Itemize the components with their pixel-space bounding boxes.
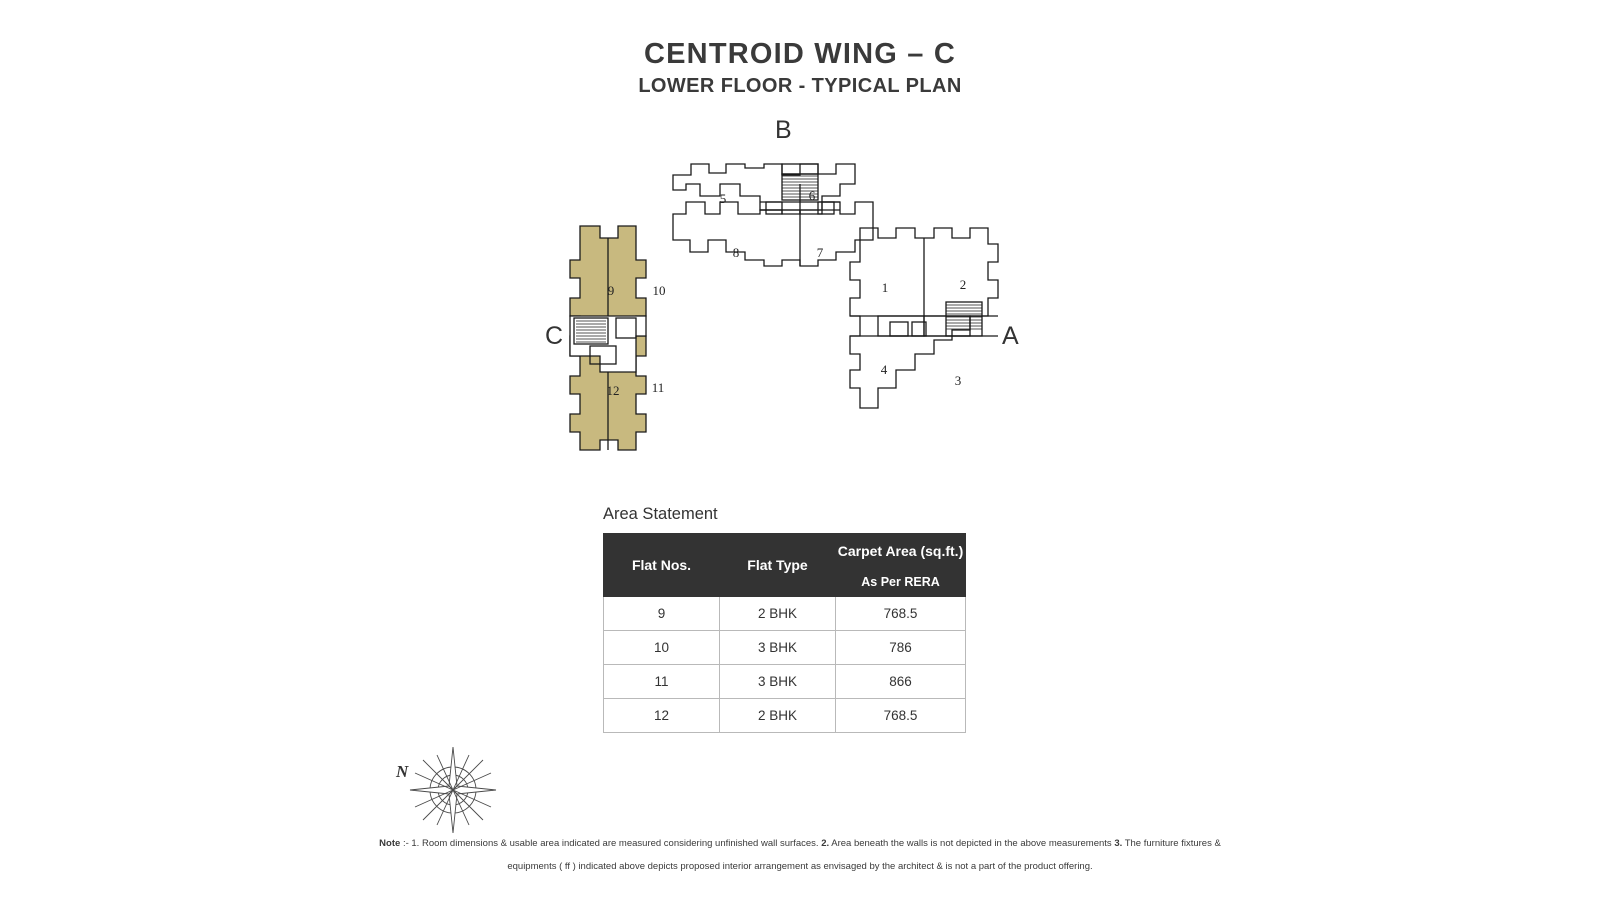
table-header-row	[604, 534, 966, 568]
cell-flat-type: 3 BHK	[720, 665, 836, 699]
wing-a-block	[850, 228, 998, 408]
cell-carpet-area: 768.5	[836, 699, 966, 733]
column-subheader-as-per-rera: As Per RERA	[836, 568, 966, 597]
cell-carpet-area: 768.5	[836, 597, 966, 631]
table-row	[604, 597, 966, 631]
flat-number-8: 8	[732, 245, 740, 260]
flat-number-7: 7	[816, 245, 824, 260]
column-header-flat-nos: Flat Nos.	[604, 534, 720, 597]
page-subtitle: LOWER FLOOR - TYPICAL PLAN	[638, 75, 962, 98]
area-statement-table	[603, 533, 966, 733]
flat-number-4: 4	[880, 362, 888, 377]
cell-flat-no: 10	[604, 631, 720, 665]
note-line1-a: 1. Room dimensions & usable area indicated are measured considering unfinished wall surfaces.	[411, 838, 819, 849]
table-row	[604, 665, 966, 699]
note-line-2: equipments ( ff ) indicated above depicts proposed interior arrangement as envisaged by the architect & is not a part of the product offering.	[507, 860, 1093, 872]
disclaimer-note	[0, 833, 1600, 879]
cell-carpet-area: 866	[836, 665, 966, 699]
note-separator: :-	[402, 838, 409, 849]
page-title: CENTROID WING – C	[643, 38, 956, 70]
wing-c-block	[570, 226, 646, 450]
cell-flat-type: 3 BHK	[720, 631, 836, 665]
note-line1-b: 2.	[821, 838, 830, 849]
flat-number-9: 9	[607, 283, 615, 298]
compass-north-label: N	[396, 762, 409, 781]
flat-number-5: 5	[719, 191, 727, 206]
column-header-carpet-area: Carpet Area (sq.ft.)	[836, 534, 966, 568]
flat-number-10: 10	[652, 283, 666, 298]
note-line1-c: Area beneath the walls is not depicted in the above measurements	[831, 838, 1112, 849]
cell-flat-no: 12	[604, 699, 720, 733]
column-header-flat-type: Flat Type	[720, 534, 836, 597]
note-prefix: Note	[379, 838, 401, 849]
wing-label-c: C	[545, 322, 564, 350]
table-body	[604, 597, 966, 733]
wing-label-a: A	[1002, 322, 1019, 350]
flat-number-2: 2	[959, 277, 967, 292]
note-line1-d: 3.	[1114, 838, 1123, 849]
flat-number-11: 11	[651, 380, 665, 395]
title-block	[0, 38, 1600, 98]
cell-carpet-area: 786	[836, 631, 966, 665]
wing-label-b: B	[775, 116, 792, 144]
cell-flat-no: 9	[604, 597, 720, 631]
flat-number-12: 12	[606, 383, 620, 398]
area-statement-label: Area Statement	[603, 505, 718, 523]
flat-number-1: 1	[881, 280, 889, 295]
cell-flat-type: 2 BHK	[720, 699, 836, 733]
note-line1-e: The furniture fixtures &	[1124, 838, 1221, 849]
cell-flat-type: 2 BHK	[720, 597, 836, 631]
wing-b-block	[673, 164, 873, 266]
flat-number-6: 6	[808, 188, 816, 203]
table-row	[604, 631, 966, 665]
table-row	[604, 699, 966, 733]
table-head	[604, 534, 966, 597]
flat-number-3: 3	[954, 373, 962, 388]
floor-plan-drawing	[560, 140, 1040, 480]
note-line-1	[0, 833, 1600, 856]
cell-flat-no: 11	[604, 665, 720, 699]
compass-rose-icon	[396, 742, 506, 837]
